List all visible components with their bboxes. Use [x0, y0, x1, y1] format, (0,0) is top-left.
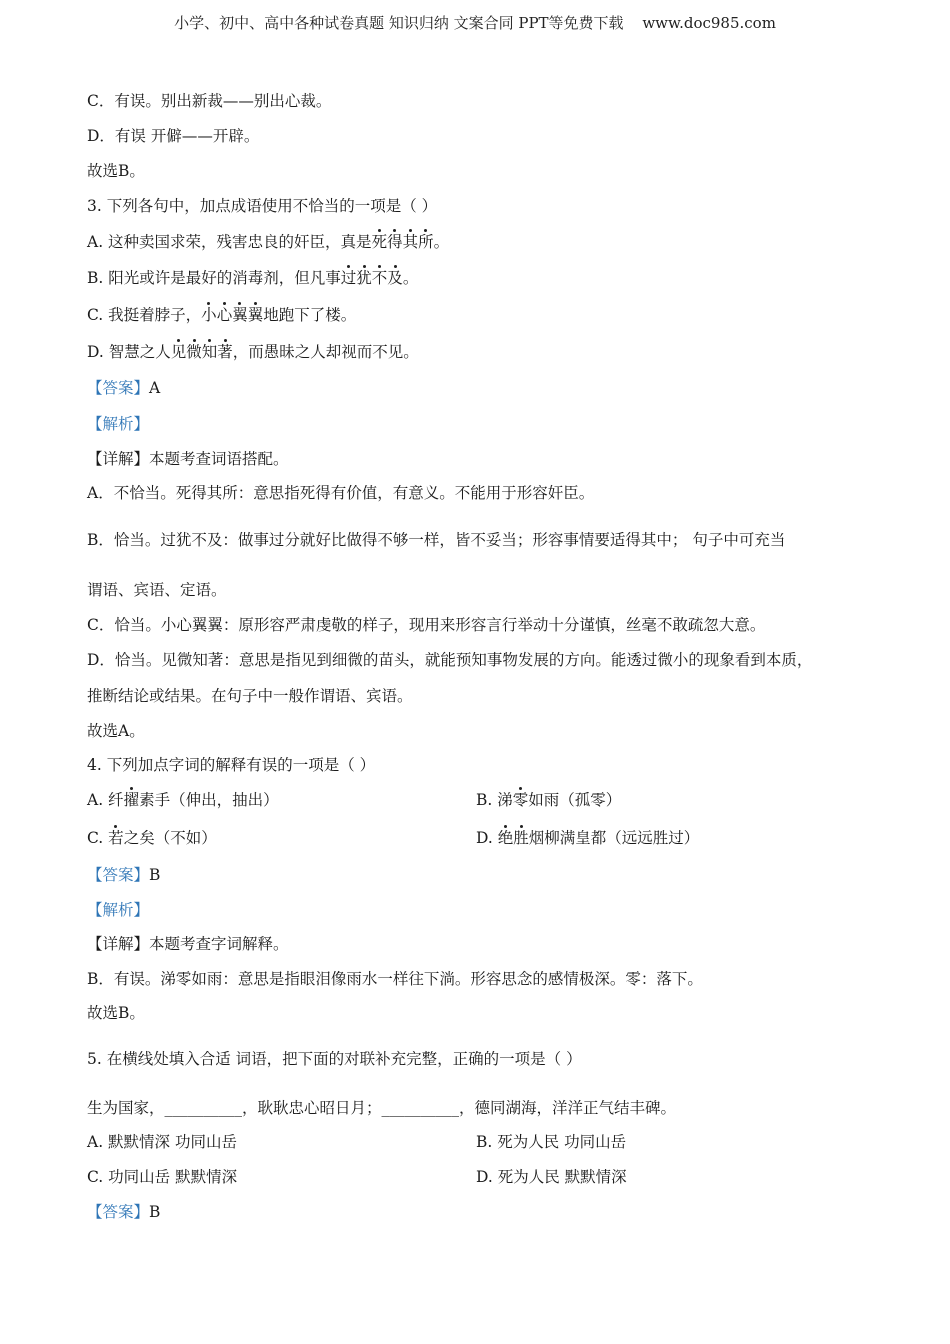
option-c: C. 功同山岳 默默情深: [87, 1168, 238, 1186]
dotted-char: 擢: [123, 791, 140, 809]
analysis-tag: 【解析】: [87, 415, 150, 433]
answer-value: A: [149, 379, 161, 397]
dotted-char: 心: [216, 306, 233, 324]
answer-line: [87, 865, 160, 885]
option-text: B. 阳光或许是最好的消毒剂，但凡事: [87, 269, 341, 287]
answer-tag: 【答案】: [87, 866, 150, 884]
text-line: B．恰当。过犹不及：做事过分就好比做得不够一样，皆不妥当；形容事情要适得其中； 句子中可充当: [87, 531, 786, 549]
text-line: 谓语、宾语、定语。: [87, 581, 227, 599]
dotted-char: 小: [201, 306, 217, 324]
text-line: D．有误 开僻——开辟。: [87, 127, 260, 145]
option-a: [87, 232, 449, 252]
question-stem: 3. 下列各句中，加点成语使用不恰当的一项是（ ）: [87, 197, 438, 215]
dotted-char: 死: [371, 233, 388, 251]
dotted-char: 及: [387, 269, 403, 287]
option-text: 如雨（孤零）: [528, 791, 622, 809]
dotted-char: 见: [170, 343, 187, 361]
option-text: 素手（伸出，抽出）: [139, 791, 279, 809]
dotted-char: 绝: [497, 829, 514, 847]
text-line: C．有误。别出新裁——别出心裁。: [87, 92, 332, 110]
text-line: 推断结论或结果。在句子中一般作谓语、宾语。: [87, 687, 413, 705]
dotted-char: 微: [186, 343, 202, 361]
detail-tag: 【详解】: [87, 450, 150, 468]
dotted-char: 其: [402, 233, 419, 251]
text-line: C．恰当。小心翼翼：原形容严肃虔敬的样子，现用来形容言行举动十分谨慎，丝毫不敢疏忽大意。: [87, 616, 766, 634]
option-text: A. 这种卖国求荣，残害忠良的奸臣，真是: [87, 233, 372, 251]
option-d: [87, 342, 419, 362]
option-text: D. 智慧之人: [87, 343, 171, 361]
text-line: 故选B。: [87, 162, 145, 180]
dotted-char: 若: [108, 829, 124, 847]
text-line: 故选B。: [87, 1004, 145, 1022]
couplet-line: 生为国家，__________，耿耿忠心昭日月；__________，德同湖海，洋洋正气结丰碑。: [87, 1099, 677, 1117]
answer-value: B: [149, 866, 161, 884]
dotted-char: 翼: [232, 306, 248, 324]
dotted-char: 知: [201, 343, 218, 361]
text-line: D．恰当。见微知著：意思是指见到细微的苗头，就能预知事物发展的方向。能透过微小的现象看到本质，: [87, 651, 813, 669]
dotted-char: 著: [217, 343, 233, 361]
question-stem: 5. 在横线处填入合适 词语，把下面的对联补充完整，正确的一项是（ ）: [87, 1050, 582, 1068]
detail-text: 本题考查字词解释。: [149, 935, 289, 953]
text-line: B．有误。涕零如雨：意思是指眼泪像雨水一样往下淌。形容思念的感情极深。零：落下。: [87, 970, 703, 988]
option-d: [476, 828, 699, 848]
analysis-line: [87, 414, 149, 434]
option-text: D.: [476, 829, 498, 847]
option-text: 之矣（不如）: [123, 829, 217, 847]
dotted-char: 所: [418, 233, 434, 251]
option-b: [87, 268, 418, 288]
answer-line: [87, 1202, 160, 1222]
dotted-char: 犹: [356, 269, 372, 287]
text-line: 故选A。: [87, 722, 145, 740]
dotted-char: 不: [371, 269, 388, 287]
option-text: 。: [433, 233, 450, 251]
option-a: [87, 790, 279, 810]
detail-text: 本题考查词语搭配。: [149, 450, 289, 468]
option-c: [87, 305, 356, 325]
dotted-char: 得: [387, 233, 403, 251]
dotted-char: 翼: [247, 306, 264, 324]
option-d: D. 死为人民 默默情深: [476, 1168, 627, 1186]
detail-line: [87, 934, 289, 954]
header-site: www.doc985.com: [642, 14, 776, 32]
answer-line: [87, 378, 160, 398]
option-c: [87, 828, 217, 848]
analysis-tag: 【解析】: [87, 901, 150, 919]
detail-line: [87, 449, 289, 469]
option-text: A. 纤: [87, 791, 124, 809]
option-text: 地跑下了楼。: [263, 306, 357, 324]
option-text: C.: [87, 829, 109, 847]
dotted-char: 零: [512, 791, 529, 809]
header-text: 小学、初中、高中各种试卷真题 知识归纳 文案合同 PPT等免费下载: [174, 14, 624, 32]
option-text: ，而愚昧之人却视而不见。: [232, 343, 419, 361]
detail-tag: 【详解】: [87, 935, 150, 953]
option-text: 。: [402, 269, 419, 287]
option-text: 烟柳满皇都（远远胜过）: [528, 829, 700, 847]
text-line: A．不恰当。死得其所：意思指死得有价值，有意义。不能用于形容奸臣。: [87, 484, 595, 502]
option-a: A. 默默情深 功同山岳: [87, 1133, 237, 1151]
option-text: C. 我挺着脖子，: [87, 306, 202, 324]
option-b: B. 死为人民 功同山岳: [476, 1133, 627, 1151]
answer-tag: 【答案】: [87, 379, 150, 397]
page-header: [0, 12, 950, 33]
dotted-char: 胜: [513, 829, 529, 847]
answer-tag: 【答案】: [87, 1203, 150, 1221]
dotted-char: 过: [340, 269, 357, 287]
analysis-line: [87, 900, 149, 920]
option-b: [476, 790, 621, 810]
question-stem: 4. 下列加点字词的解释有误的一项是（ ）: [87, 756, 376, 774]
option-text: B. 涕: [476, 791, 513, 809]
answer-value: B: [149, 1203, 161, 1221]
